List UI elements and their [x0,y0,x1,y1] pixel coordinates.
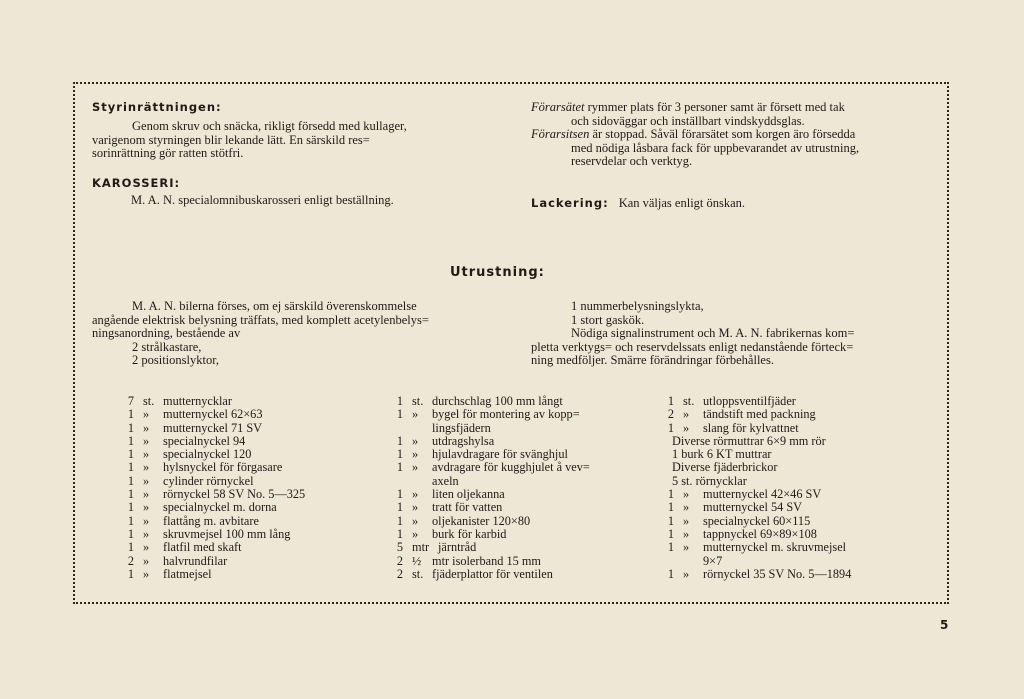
tool-item [112,395,305,408]
tool-text: cylinder rörnyckel [163,473,254,488]
tool-quantity: 1 [396,447,403,462]
tool-unit: » [412,447,419,462]
steering-heading: Styrinrättningen: [92,100,222,114]
tool-unit: » [143,566,150,581]
tool-quantity: 1 [127,460,134,475]
tool-text: mutternyckel 42×46 SV [703,487,822,502]
equipment-left [92,300,512,368]
tool-item [381,422,590,435]
tool-item [381,475,590,488]
tool-unit: » [143,460,150,475]
tool-quantity: 1 [396,407,403,422]
equipment-line: ningsanordning, bestående av [92,326,241,340]
tool-text: flatfil med skaft [163,540,242,555]
body-heading: KAROSSERI: [92,176,181,190]
tool-unit [412,475,428,488]
tool-unit: » [143,473,150,488]
tool-item [652,408,851,421]
equipment-line: 2 strålkastare, [132,339,202,354]
tool-item [112,408,305,421]
tool-quantity: 1 [127,487,134,502]
tool-quantity: 2 [667,407,674,422]
tool-quantity: 1 [127,473,134,488]
steering-line: Genom skruv och snäcka, rikligt försedd med kullager, [132,119,407,133]
tool-text: lingsfjädern [432,420,491,435]
tool-unit: » [683,526,690,541]
tool-text: mutternyckel 62×63 [163,407,263,422]
tool-text: järntråd [438,540,477,555]
tool-text: durchschlag 100 mm långt [432,394,563,408]
tool-text: oljekanister 120×80 [432,513,531,528]
tool-quantity: 7 [127,394,134,408]
tool-quantity: 1 [127,433,134,448]
tool-quantity: 1 [396,433,403,448]
tools-column-1 [112,395,305,581]
tool-unit: » [143,407,150,422]
tool-item [112,568,305,581]
tool-text: hylsnyckel för förgasare [163,460,283,475]
tool-text: 1 burk 6 KT muttrar [672,447,772,462]
tool-text: rörnyckel 35 SV No. 5—1894 [703,566,852,581]
equipment-line: 1 stort gaskök. [571,312,645,327]
tool-unit: » [143,447,150,462]
tool-item [652,515,851,528]
tool-quantity: 1 [127,500,134,515]
equipment-line: pletta verktygs= och reservdelssats enligt nedanstående förteck= [531,339,854,354]
tool-text: fjäderplattor för ventilen [432,566,553,581]
tool-item [112,475,305,488]
tool-text: specialnyckel 60×115 [703,513,811,528]
tool-text: mutternycklar [163,394,232,408]
tool-item [652,475,851,488]
tool-unit: » [412,487,419,502]
tool-item [381,488,590,501]
tool-quantity: 1 [667,394,674,408]
equipment-line: 2 positionslyktor, [132,353,220,367]
tool-quantity: 1 [667,526,674,541]
tool-item [652,568,851,581]
tool-item [112,541,305,554]
tool-item [381,461,590,474]
equipment-line: ning medföljer. Smärre förändringar förbehålles. [531,353,774,367]
tool-unit: » [412,407,419,422]
tool-unit: » [683,513,690,528]
tool-item [652,395,851,408]
tool-unit: » [412,526,419,541]
tool-text: tändstift med packning [703,407,816,422]
tool-unit: » [143,420,150,435]
tool-item [112,528,305,541]
steering-text [92,120,502,161]
tool-item [112,488,305,501]
tool-quantity: 1 [396,513,403,528]
tool-item [652,435,851,448]
tool-unit: mtr [412,540,430,555]
tool-item [652,488,851,501]
tool-text: Diverse fjäderbrickor [672,460,778,475]
tool-quantity: 1 [396,460,403,475]
tool-item [381,435,590,448]
tool-item [381,408,590,421]
tool-text: mutternyckel 54 SV [703,500,803,515]
seat-line: reservdelar och verktyg. [571,154,693,168]
tool-item [381,568,590,581]
tool-item [652,422,851,435]
tool-unit [683,555,699,568]
tool-quantity: 1 [396,487,403,502]
seat-line: och sidoväggar och inställbart vindskyddsglas. [571,113,805,128]
tool-item [381,515,590,528]
paint-heading: Lackering: [531,196,609,210]
tool-quantity: 1 [127,420,134,435]
tool-quantity: 1 [667,566,674,581]
tool-unit: ½ [412,553,422,568]
tools-column-2 [381,395,590,581]
tool-text: utloppsventilfjäder [703,394,796,408]
tool-item [381,501,590,514]
steering-line: varigenom styrningen blir lekande lätt. En särskild res= [92,132,370,147]
tool-text: mutternyckel 71 SV [163,420,263,435]
tool-text: mtr isolerband 15 mm [432,553,541,568]
tool-text: tappnyckel 69×89×108 [703,526,817,541]
tool-unit: » [412,460,419,475]
tool-item [381,395,590,408]
tool-unit: » [683,487,690,502]
tool-text: specialnyckel 120 [163,447,252,462]
tool-text: 5 st. rörnycklar [672,473,747,488]
steering-line: sorinrättning gör ratten stötfri. [92,146,244,160]
tool-unit: » [412,500,419,515]
tool-unit: » [412,513,419,528]
tool-item [112,448,305,461]
tool-quantity: 1 [667,540,674,555]
tool-unit: » [143,553,150,568]
tool-item [112,461,305,474]
tool-unit: » [143,487,150,502]
tool-unit: st. [412,394,424,408]
tool-item [652,541,851,554]
tool-quantity: 2 [396,553,403,568]
tool-text: skruvmejsel 100 mm lång [163,526,291,541]
tool-item [112,501,305,514]
tool-unit: » [683,540,690,555]
tool-item [381,555,590,568]
tool-item [652,501,851,514]
tool-text: tratt för vatten [432,500,503,515]
tool-unit: » [683,566,690,581]
tool-item [112,515,305,528]
tool-text: Diverse rörmuttrar 6×9 mm rör [672,433,826,448]
tool-text: halvrundfilar [163,553,228,568]
tool-item [112,435,305,448]
seat-line: är stoppad. Såväl förarsätet som korgen äro försedda [592,127,856,141]
equipment-line: angående elektrisk belysning träffats, med komplett acetylenbelys= [92,312,429,327]
seat-text [531,101,941,169]
tool-item [652,528,851,541]
tool-text: axeln [432,473,459,488]
tool-quantity: 1 [127,407,134,422]
paint-text: Kan väljas enligt önskan. [618,196,746,210]
tool-unit: » [143,513,150,528]
tool-text: rörnyckel 58 SV No. 5—325 [163,487,306,502]
equipment-line: M. A. N. bilerna förses, om ej särskild överenskommelse [132,299,417,313]
tool-unit: » [143,500,150,515]
seat-line: rymmer plats för 3 personer samt är försett med tak [587,100,845,114]
tools-column-3 [652,395,851,581]
tool-unit: » [143,433,150,448]
tool-text: flatmejsel [163,566,212,581]
tool-item [652,555,851,568]
tool-quantity: 1 [396,500,403,515]
tool-quantity: 1 [127,540,134,555]
tool-quantity: 1 [127,447,134,462]
equipment-line: 1 nummerbelysningslykta, [571,299,704,313]
tool-unit: » [412,433,419,448]
tool-unit: » [143,526,150,541]
tool-text: bygel för montering av kopp= [432,407,580,422]
equipment-heading: Utrustning: [450,265,545,280]
tool-item [652,448,851,461]
tool-unit: » [683,420,690,435]
tool-unit: st. [412,566,424,581]
tool-item [652,461,851,474]
tool-text: burk för karbid [432,526,507,541]
tool-item [112,422,305,435]
tool-quantity: 1 [127,513,134,528]
tool-quantity: 1 [667,420,674,435]
tool-unit [412,422,428,435]
tool-quantity: 1 [396,526,403,541]
tool-text: 9×7 [703,553,723,568]
tool-quantity [381,475,412,488]
tool-quantity: 1 [396,394,403,408]
tool-text: specialnyckel 94 [163,433,246,448]
tool-quantity: 1 [667,487,674,502]
tool-quantity: 1 [127,526,134,541]
tool-text: utdragshylsa [432,433,495,448]
tool-quantity [381,422,412,435]
seat-term: Förarsitsen [531,127,590,141]
tool-quantity: 1 [667,500,674,515]
tool-unit: » [683,500,690,515]
tool-unit: » [143,540,150,555]
tool-text: avdragare för kugghjulet å vev= [432,460,590,475]
tool-quantity: 1 [127,566,134,581]
tool-quantity: 2 [127,553,134,568]
seat-line: med nödiga låsbara fack för uppbevarandet av utrustning, [571,140,860,155]
tool-text: flattång m. avbitare [163,513,259,528]
tool-text: specialnyckel m. dorna [163,500,277,515]
tool-item [381,541,590,554]
tool-item [381,528,590,541]
tool-text: liten oljekanna [432,487,505,502]
tool-text: mutternyckel m. skruvmejsel [703,540,847,555]
tool-unit: st. [683,394,695,408]
tool-quantity [652,555,683,568]
tool-text: hjulavdragare för svänghjul [432,447,568,462]
tool-quantity: 5 [396,540,403,555]
tool-unit: st. [143,394,155,408]
tool-quantity: 1 [667,513,674,528]
body-text: M. A. N. specialomnibuskarosseri enligt beställning. [131,193,394,207]
paint-row [531,194,745,212]
tool-unit: » [683,407,690,422]
tool-item [381,448,590,461]
seat-term: Förarsätet [531,100,585,114]
tool-quantity: 2 [396,566,403,581]
equipment-line: Nödiga signalinstrument och M. A. N. fabrikernas kom= [571,326,855,340]
tool-text: slang för kylvattnet [703,420,799,435]
equipment-right [531,300,941,368]
tool-item [112,555,305,568]
page-number: 5 [940,618,949,632]
